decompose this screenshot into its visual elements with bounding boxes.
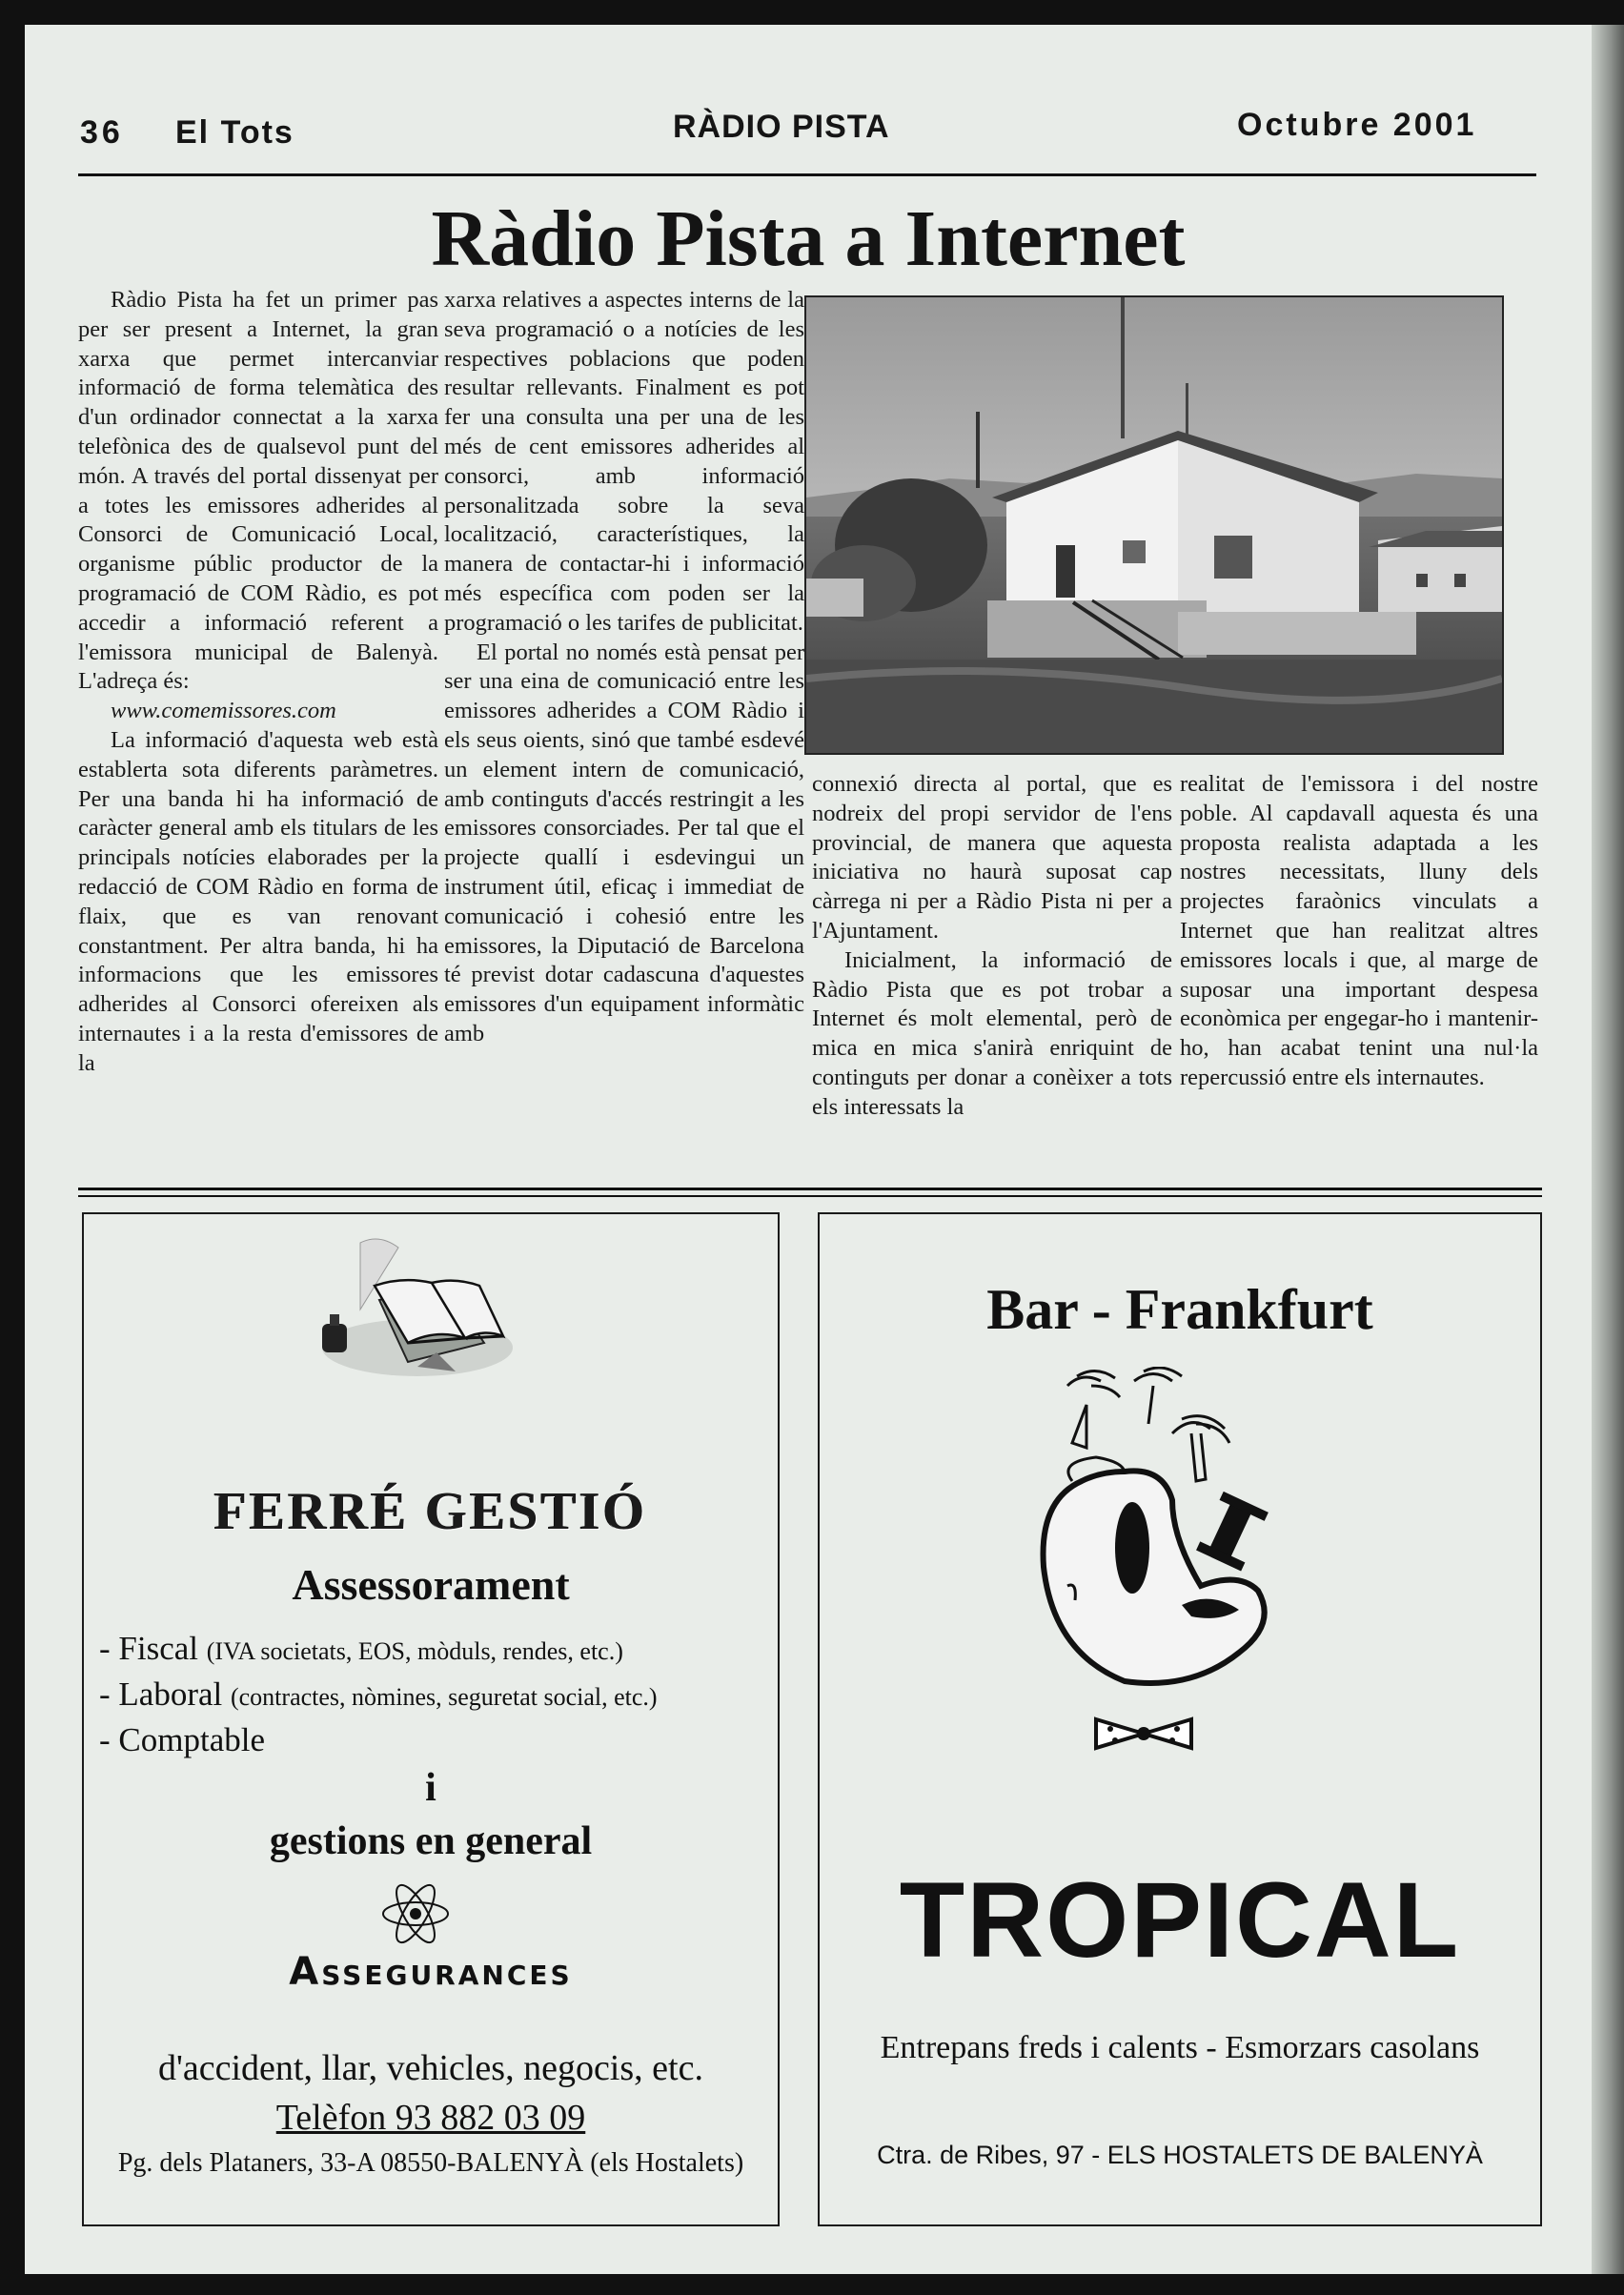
conjunction: i — [425, 1766, 436, 1810]
article-column-3 — [812, 770, 1172, 1123]
paragraph: Inicialment, la informació de Ràdio Pista que es pot trobar a Internet és molt elemental, però de mica en mica s'anirà enriquint de continguts per donar a conèixer a tots els interessats la — [812, 946, 1172, 1120]
ad-subtitle: Assessorament — [292, 1560, 570, 1609]
service-item-comptable — [99, 1721, 265, 1759]
paragraph: Ràdio Pista ha fet un primer pas per ser present a Internet, la gran xarxa que permet intercanviar informació de forma telemàtica des d'un ordinador connectat a la xarxa telefònica des de qualsevol punt del món. A través del portal dissenyat per a totes les emissores adherides al Consorci de Comunicació Local, organisme públic productor de la programació de COM Ràdio, es pot accedir a informació referent a l'emissora municipal de Balenyà. L'adreça és: — [78, 287, 438, 695]
paragraph: La informació d'aquesta web està establerta sota diferents paràmetres. Per una banda hi ha informació de caràcter general amb els titulars de les principals notícies elaborades per la redacció de COM Ràdio en forma de flaix, que es van renovant constantment. Per altra banda, hi ha informacions que les emissores adherides al Consorci ofereixen als internautes i a la resta d'emissores de la — [78, 726, 438, 1076]
service-item-laboral — [99, 1676, 658, 1714]
station-building-image — [806, 297, 1502, 753]
magazine-page — [25, 25, 1592, 2274]
service-detail: (IVA societats, EOS, mòduls, rendes, etc.) — [206, 1637, 623, 1665]
service-item-fiscal — [99, 1630, 623, 1668]
page-spine — [1592, 25, 1624, 2274]
article-column-2 — [444, 286, 804, 1049]
company-name: FERRÉ GESTIÓ — [213, 1482, 648, 1541]
header-rule — [78, 173, 1536, 176]
paragraph: connexió directa al portal, que es nodreix del propi servidor de l'ens provincial, de manera que aquesta iniciativa no haurà suposat cap càrrega ni per a Ràdio Pista ni per a l'Ajuntament. — [812, 771, 1172, 944]
section-divider — [78, 1188, 1542, 1197]
paragraph: xarxa relatives a aspectes interns de la seva programació o a notícies de les respectives poblacions que poden resultar rellevants. Finalment es pot fer una consulta una per una de les més de cent emissores adherides al consorci, amb informació personalitzada sobre la seva localització, característiques, la manera de contactar-hi i informació més específica com poden ser la programació o les tarifes de publicitat. — [444, 287, 804, 636]
insurance-detail: d'accident, llar, vehicles, negocis, etc. — [158, 2048, 703, 2088]
bar-title: Bar - Frankfurt — [986, 1278, 1373, 1341]
book-and-inkwell-icon — [303, 1233, 522, 1395]
bar-tagline: Entrepans freds i calents - Esmorzars casolans — [880, 2030, 1480, 2065]
service-label: - Comptable — [99, 1721, 265, 1758]
service-label: - Laboral — [99, 1676, 223, 1713]
section-name: RÀDIO PISTA — [673, 109, 890, 145]
article-column-1 — [78, 286, 438, 1079]
page-number: 36 — [80, 114, 124, 151]
tropical-heart-logo-icon — [1029, 1367, 1315, 1786]
article-title: Ràdio Pista a Internet — [431, 194, 1186, 283]
bar-name: TROPICAL — [899, 1860, 1461, 1980]
paragraph: realitat de l'emissora i del nostre poble. Al capdavall aquesta és una proposta realista adaptada a les nostres necessitats, lluny dels projectes faraònics vinculats a Internet que han realitzat altres emissores locals i que, al marge de suposar una important despesa econòmica per engegar-ho i mantenir-ho, han acabat tenint una nul·la repercussió entre els internautes. — [1180, 771, 1538, 1090]
atom-icon — [379, 1878, 452, 1950]
ad-bar-frankfurt — [818, 1212, 1542, 2226]
ad-ferre-gestio — [82, 1212, 780, 2226]
paragraph: El portal no només està pensat per ser una eina de comunicació entre les emissores adherides a COM Ràdio i els seus oients, sinó que també esdevé un element intern de comunicació, amb continguts d'accés restringit a les emissores consorciades. Per tal que el projecte quallí i esdevingui un instrument útil, eficaç i immediat de comunicació i cohesió entre les emissores, la Diputació de Barcelona té previst dotar cadascuna d'aquestes emissores d'un equipament informàtic amb — [444, 639, 804, 1046]
bar-address: Ctra. de Ribes, 97 - ELS HOSTALETS DE BALENYÀ — [877, 2141, 1483, 2169]
station-photo — [804, 295, 1504, 755]
company-address: Pg. dels Plataners, 33-A 08550-BALENYÀ (els Hostalets) — [117, 2148, 744, 2178]
publication-name: El Tots — [175, 114, 294, 151]
general-services: gestions en general — [269, 1819, 593, 1863]
issue-date: Octubre 2001 — [1237, 107, 1477, 143]
insurance-title: Assegurances — [289, 1950, 573, 1994]
phone-number: Telèfon 93 882 03 09 — [275, 2098, 586, 2138]
service-detail: (contractes, nòmines, seguretat social, etc.) — [230, 1683, 658, 1711]
service-label: - Fiscal — [99, 1630, 199, 1667]
article-column-4 — [1180, 770, 1538, 1093]
web-address: www.comemissores.com — [111, 698, 336, 724]
